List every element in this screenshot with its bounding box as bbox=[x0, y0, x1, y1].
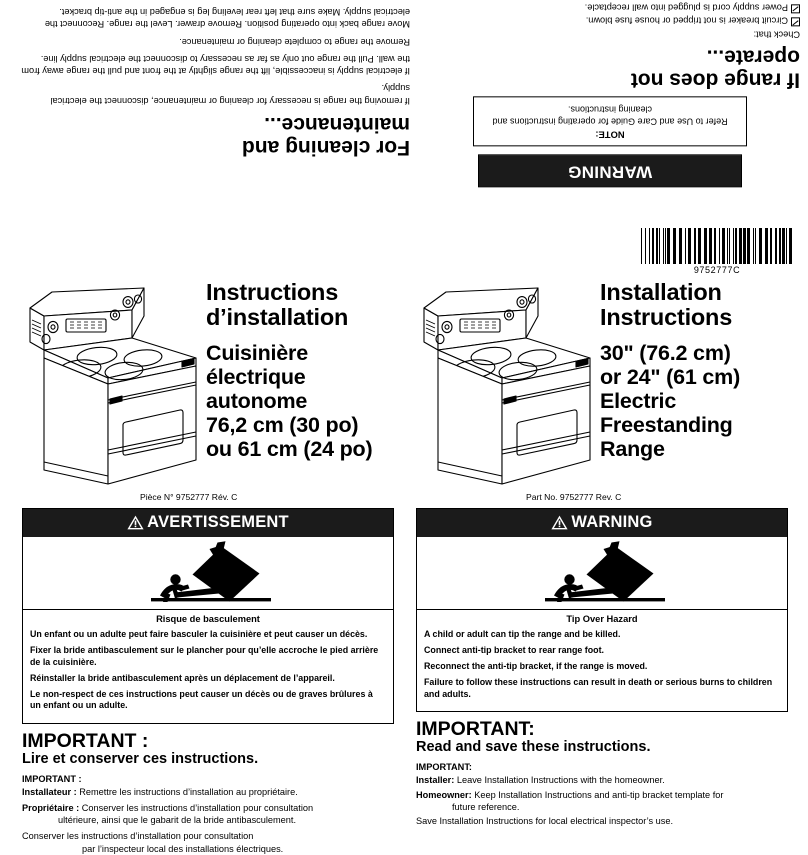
inverted-checklist-item-2: Power supply cord is plugged into wall receptacle. bbox=[420, 0, 800, 13]
french-warning-body bbox=[23, 610, 393, 723]
barcode-number: 9752777C bbox=[693, 265, 741, 275]
inverted-operate-heading-line1: If range does not bbox=[630, 68, 800, 92]
inverted-note-box bbox=[473, 96, 747, 146]
range-illustration-french bbox=[22, 272, 200, 487]
english-owner-label: Homeowner: bbox=[416, 789, 472, 800]
french-column bbox=[22, 272, 394, 855]
english-hazard-title: Tip Over Hazard bbox=[566, 614, 638, 624]
english-owner-text2: future reference. bbox=[452, 801, 520, 812]
french-title-text bbox=[200, 272, 372, 461]
inverted-cleaning-p1: If removing the range is necessary for cleaning or maintenance, disconnect the electrical supply. bbox=[50, 83, 410, 106]
inverted-note-text: Refer to Use and Care Guide for operating instructions and cleaning instructions. bbox=[492, 104, 728, 127]
french-warning-line-4: Le non-respect de ces instructions peut causer un décès ou de graves brûlures à un enfant ou un adulte. bbox=[30, 688, 373, 711]
warning-triangle-icon bbox=[127, 515, 144, 530]
french-warning-line-1: Un enfant ou un adulte peut faire basculer la cuisinière et peut causer un décès. bbox=[30, 629, 368, 640]
french-title-row bbox=[22, 272, 394, 487]
inverted-checklist-item-1: Circuit breaker is not tripped or house fuse blown. bbox=[420, 13, 800, 26]
tip-over-hazard-icon bbox=[113, 540, 303, 606]
english-important-headline: IMPORTANT: bbox=[416, 717, 535, 740]
french-important-label: IMPORTANT : bbox=[22, 773, 82, 784]
french-installer-text: Remettre les instructions d’installation au propriétaire. bbox=[79, 786, 298, 797]
english-warning-body bbox=[417, 610, 787, 711]
french-installer-label: Installateur : bbox=[22, 786, 77, 797]
english-warning-label: WARNING bbox=[571, 513, 653, 531]
english-title-text bbox=[594, 272, 740, 461]
inverted-operate-section bbox=[420, 0, 800, 215]
english-important-subhead: Read and save these instructions. bbox=[416, 739, 651, 756]
inverted-operate-lead: Check that: bbox=[753, 29, 800, 40]
inverted-warning-banner bbox=[478, 154, 742, 187]
english-tipover-pictogram bbox=[417, 537, 787, 610]
english-warning-line-3: Reconnect the anti-tip bracket, if the range is moved. bbox=[424, 661, 648, 672]
inverted-operate-body bbox=[420, 0, 800, 40]
inverted-cleaning-p3: Remove the range to complete cleaning or maintenance. bbox=[179, 36, 410, 47]
french-important-subhead: Lire et conserver ces instructions. bbox=[22, 751, 259, 768]
english-column bbox=[416, 272, 788, 827]
french-owner-text2: ultérieure, ainsi que le gabarit de la bride antibasculement. bbox=[58, 815, 297, 826]
english-installer-line bbox=[416, 774, 788, 786]
french-owner-label: Propriétaire : bbox=[22, 803, 80, 814]
inverted-note-label: NOTE: bbox=[595, 129, 625, 141]
french-warning-line-3: Réinstaller la bride antibasculement après un déplacement de l’appareil. bbox=[30, 672, 335, 683]
inverted-cleaning-heading-line2: maintenance... bbox=[264, 113, 410, 137]
english-important-label: IMPORTANT: bbox=[416, 762, 472, 773]
french-warning-line-2: Fixer la bride antibasculement sur le plancher pour qu’elle accroche le pied arrière de la cuisinière. bbox=[30, 645, 379, 667]
english-owner-line bbox=[416, 789, 788, 813]
french-inspector-line bbox=[22, 830, 394, 854]
english-warning-line-1: A child or adult can tip the range and be killed. bbox=[424, 629, 621, 640]
range-illustration-english bbox=[416, 272, 594, 487]
french-warning-label: AVERTISSEMENT bbox=[147, 513, 289, 531]
english-installer-label: Installer: bbox=[416, 775, 455, 786]
inverted-operate-heading bbox=[420, 45, 800, 90]
french-inspector-text2: par l’inspecteur local des installations électriques. bbox=[82, 843, 284, 854]
english-warning-bar bbox=[417, 509, 787, 537]
french-tipover-pictogram bbox=[23, 537, 393, 610]
english-title-row bbox=[416, 272, 788, 487]
french-important-block bbox=[22, 731, 394, 855]
french-warning-bar bbox=[23, 509, 393, 537]
french-inspector-text: Conserver les instructions d’installation pour consultation bbox=[22, 831, 254, 842]
english-main-title: Installation Instructions bbox=[600, 279, 733, 330]
barcode bbox=[641, 228, 793, 275]
inverted-cleaning-p4: Move range back into operating position. Remove drawer. Level the range. Reconnect the electrical supply. Make sure that left rear leveling leg is engaged in the anti-tip bracket. bbox=[44, 7, 410, 30]
barcode-bars bbox=[641, 228, 793, 264]
inverted-bleedthrough-band bbox=[0, 0, 808, 215]
french-installer-line bbox=[22, 786, 394, 798]
checkbox-icon bbox=[791, 4, 800, 13]
french-sub-title: Cuisinière électrique autonome 76,2 cm (30 po) ou 61 cm (24 po) bbox=[206, 340, 373, 462]
french-important-headline: IMPORTANT : bbox=[22, 729, 149, 752]
english-sub-title: 30" (76.2 cm) or 24" (61 cm) Electric Freestanding Range bbox=[600, 340, 741, 462]
english-inspector-line: Save Installation Instructions for local electrical inspector’s use. bbox=[416, 815, 674, 826]
english-installer-text: Leave Installation Instructions with the homeowner. bbox=[456, 775, 665, 786]
tip-over-hazard-icon bbox=[507, 540, 697, 606]
warning-triangle-icon bbox=[551, 515, 568, 530]
english-important-block bbox=[416, 719, 788, 827]
english-warning-line-2: Connect anti-tip bracket to rear range foot. bbox=[424, 645, 604, 656]
inverted-cleaning-p2: If electrical supply is inaccessible, lift the range slightly at the front and pull the range away from the wall. Pull the range out only as far as necessary to disconnect the electrical supply line. bbox=[21, 53, 410, 77]
checkbox-icon bbox=[791, 18, 800, 27]
inverted-cleaning-section bbox=[20, 6, 410, 206]
inverted-operate-heading-line2: operate... bbox=[706, 45, 800, 69]
inverted-cleaning-heading bbox=[20, 113, 410, 158]
french-warning-block bbox=[22, 508, 394, 724]
french-hazard-title: Risque de basculement bbox=[156, 614, 260, 624]
french-part-number: Pièce N° 9752777 Rév. C bbox=[140, 492, 238, 502]
inverted-cleaning-heading-line1: For cleaning and bbox=[241, 135, 410, 159]
english-part-number: Part No. 9752777 Rev. C bbox=[526, 492, 622, 502]
english-owner-text: Keep Installation Instructions and anti-tip bracket template for bbox=[474, 789, 724, 800]
french-owner-line bbox=[22, 802, 394, 826]
french-main-title: Instructions d’installation bbox=[206, 279, 349, 330]
inverted-warning-label: WARNING bbox=[479, 155, 741, 186]
french-owner-text: Conserver les instructions d’installation pour consultation bbox=[81, 803, 314, 814]
english-warning-block bbox=[416, 508, 788, 712]
english-warning-line-4: Failure to follow these instructions can result in death or serious burns to children and adults. bbox=[424, 677, 773, 699]
